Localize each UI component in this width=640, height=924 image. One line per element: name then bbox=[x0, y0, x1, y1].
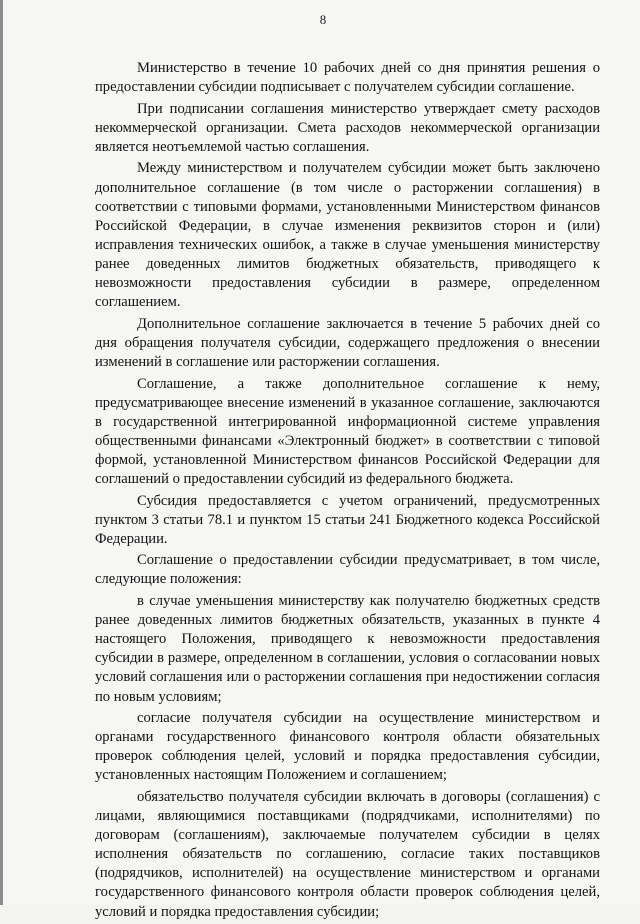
paragraph: согласие получателя субсидии на осуществление министерством и органами государственного финансового контроля области обязательных проверок соблюдения целей, условий и порядка предоставления субсидии, установленных настоящим Положением и соглашением; bbox=[95, 710, 600, 784]
body-text bbox=[95, 59, 600, 924]
paragraph: обязательство получателя субсидии включать в договоры (соглашения) с лицами, являющимися поставщиками (подрядчиками, исполнителями) по договорам (соглашениям), заключаемые получателем субсидии в целях исполнения обязательств по соглашению, согласие таких поставщиков (подрядчиков, исполнителей) на осуществление министерством и органами государственного финансового контроля области проверок соблюдения целей, условий и порядка предоставления субсидии; bbox=[95, 788, 600, 920]
paragraph: При подписании соглашения министерство утверждает смету расходов некоммерческой организации. Смета расходов некоммерческой организации является неотъемлемой частью соглашения. bbox=[95, 100, 600, 155]
paragraph: Между министерством и получателем субсидии может быть заключено дополнительное соглашение (в том числе о расторжении соглашения) в соответствии с типовыми формами, установленными Министерством финансов Российской Федерации, в случае изменения реквизитов сторон и (или) исправления технических ошибок, а также в случае уменьшения министерству ранее доведенных лимитов бюджетных обязательств, приводящего к невозможности предоставления субсидии в размере, определенном соглашением. bbox=[95, 160, 600, 311]
paragraph: Министерство в течение 10 рабочих дней со дня принятия решения о предоставлении субсидии подписывает с получателем субсидии соглашение. bbox=[95, 60, 600, 96]
paragraph: Субсидия предоставляется с учетом ограничений, предусмотренных пунктом 3 статьи 78.1 и пунктом 15 статьи 241 Бюджетного кодекса Российской Федерации. bbox=[95, 492, 600, 547]
paragraph: в случае уменьшения министерству как получателю бюджетных средств ранее доведенных лимитов бюджетных обязательств, указанных в пункте 4 настоящего Положения, приводящего к невозможности предоставления субсидии в размере, определенном в соглашении, условия о согласовании новых условий соглашения или о расторжении соглашения при недостижении согласия по новым условиям; bbox=[95, 593, 600, 705]
paragraph: Дополнительное соглашение заключается в течение 5 рабочих дней со дня обращения получателя субсидии, содержащего предложения о внесении изменений в соглашение или расторжении соглашения. bbox=[95, 315, 600, 370]
paragraph: Соглашение о предоставлении субсидии предусматривает, в том числе, следующие положения: bbox=[95, 552, 600, 588]
paragraph: Соглашение, а также дополнительное соглашение к нему, предусматривающее внесение изменений в указанное соглашение, заключаются в государственной интегрированной информационной системе управления общественными финансами «Электронный бюджет» в соответствии с типовой формой, установленной Министерством финансов Российской Федерации для соглашений о предоставлении субсидий из федерального бюджета. bbox=[95, 375, 600, 487]
page-number: 8 bbox=[319, 12, 327, 27]
